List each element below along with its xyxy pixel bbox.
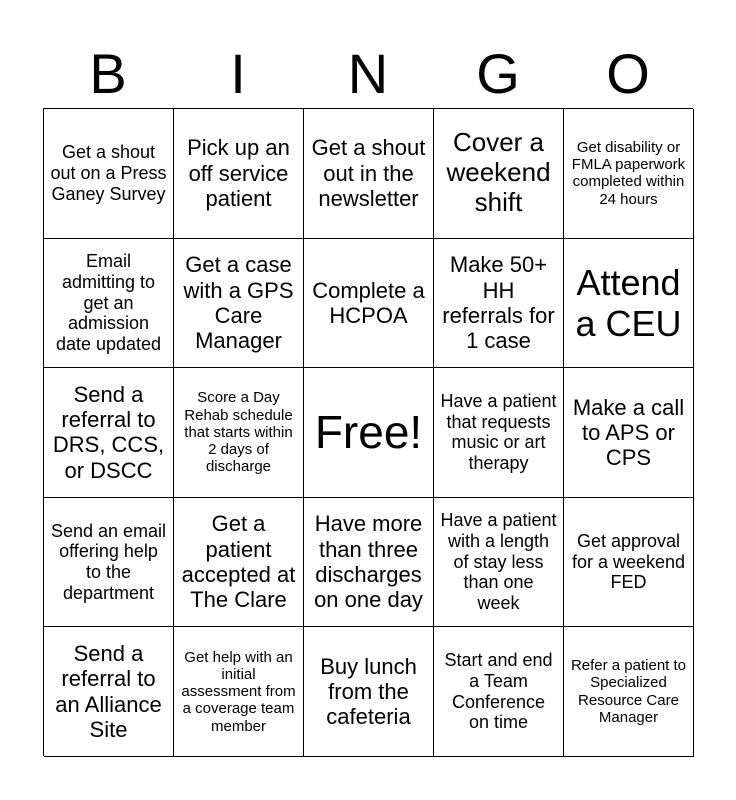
header-letter-g: G bbox=[476, 42, 520, 105]
header-letter-n: N bbox=[347, 42, 389, 105]
bingo-cell[interactable] bbox=[434, 498, 564, 628]
bingo-cell[interactable] bbox=[44, 368, 174, 498]
cell-text: Cover a weekend shift bbox=[446, 127, 551, 218]
bingo-cell[interactable] bbox=[434, 109, 564, 239]
cell-text: Get a patient accepted at The Clare bbox=[181, 511, 296, 613]
cell-text: Get a shout out in the newsletter bbox=[311, 135, 426, 211]
cell-text: Send a referral to an Alliance Site bbox=[55, 641, 162, 742]
bingo-cell[interactable] bbox=[44, 627, 174, 757]
cell-text: Free! bbox=[314, 406, 423, 459]
bingo-cell[interactable] bbox=[44, 239, 174, 369]
bingo-cell[interactable] bbox=[304, 627, 434, 757]
cell-text: Make 50+ HH referrals for 1 case bbox=[442, 252, 555, 354]
cell-text: Get approval for a weekend FED bbox=[571, 531, 686, 593]
bingo-cell[interactable] bbox=[174, 368, 304, 498]
cell-text: Attend a CEU bbox=[575, 261, 682, 344]
cell-text: Have a patient with a length of stay less than one week bbox=[440, 510, 557, 614]
header-letter-i: I bbox=[230, 42, 246, 105]
cell-text: Pick up an off service patient bbox=[187, 135, 290, 211]
bingo-cell[interactable] bbox=[44, 109, 174, 239]
cell-text: Email admitting to get an admission date updated bbox=[55, 251, 162, 354]
cell-text: Refer a patient to Specialized Resource Care Manager bbox=[570, 657, 687, 726]
cell-text: Send an email offering help to the department bbox=[50, 520, 167, 603]
cell-text: Make a call to APS or CPS bbox=[572, 394, 685, 471]
bingo-cell[interactable] bbox=[564, 368, 694, 498]
bingo-cell[interactable] bbox=[564, 239, 694, 369]
bingo-cell[interactable] bbox=[564, 498, 694, 628]
cell-text: Buy lunch from the cafeteria bbox=[320, 653, 417, 730]
cell-text: Get a case with a GPS Care Manager bbox=[183, 252, 294, 354]
bingo-cell[interactable] bbox=[564, 627, 694, 757]
header-letter-o: O bbox=[606, 42, 650, 105]
cell-text: Have more than three discharges on one day bbox=[314, 511, 423, 613]
cell-text: Get a shout out on a Press Ganey Survey bbox=[50, 142, 167, 204]
bingo-header bbox=[43, 40, 693, 108]
cell-text: Complete a HCPOA bbox=[312, 277, 425, 328]
cell-text: Have a patient that requests music or art therapy bbox=[440, 391, 557, 474]
bingo-cell[interactable] bbox=[174, 498, 304, 628]
bingo-cell[interactable] bbox=[174, 239, 304, 369]
cell-text: Get help with an initial assessment from a coverage team member bbox=[181, 648, 296, 735]
header-letter-b: B bbox=[89, 42, 127, 105]
bingo-cell[interactable] bbox=[434, 627, 564, 757]
bingo-cell[interactable] bbox=[434, 239, 564, 369]
bingo-grid bbox=[43, 108, 693, 756]
bingo-cell[interactable] bbox=[174, 627, 304, 757]
bingo-cell[interactable] bbox=[174, 109, 304, 239]
cell-text: Start and end a Team Conference on time bbox=[444, 650, 553, 733]
bingo-cell[interactable] bbox=[304, 109, 434, 239]
bingo-cell[interactable] bbox=[304, 239, 434, 369]
free-space-cell[interactable] bbox=[304, 368, 434, 498]
cell-text: Send a referral to DRS, CCS, or DSCC bbox=[52, 381, 165, 483]
bingo-cell[interactable] bbox=[564, 109, 694, 239]
cell-text: Get disability or FMLA paperwork completed within 24 hours bbox=[571, 138, 686, 208]
bingo-cell[interactable] bbox=[304, 498, 434, 628]
cell-text: Score a Day Rehab schedule that starts within 2 days of discharge bbox=[184, 389, 293, 476]
bingo-cell[interactable] bbox=[44, 498, 174, 628]
bingo-cell[interactable] bbox=[434, 368, 564, 498]
